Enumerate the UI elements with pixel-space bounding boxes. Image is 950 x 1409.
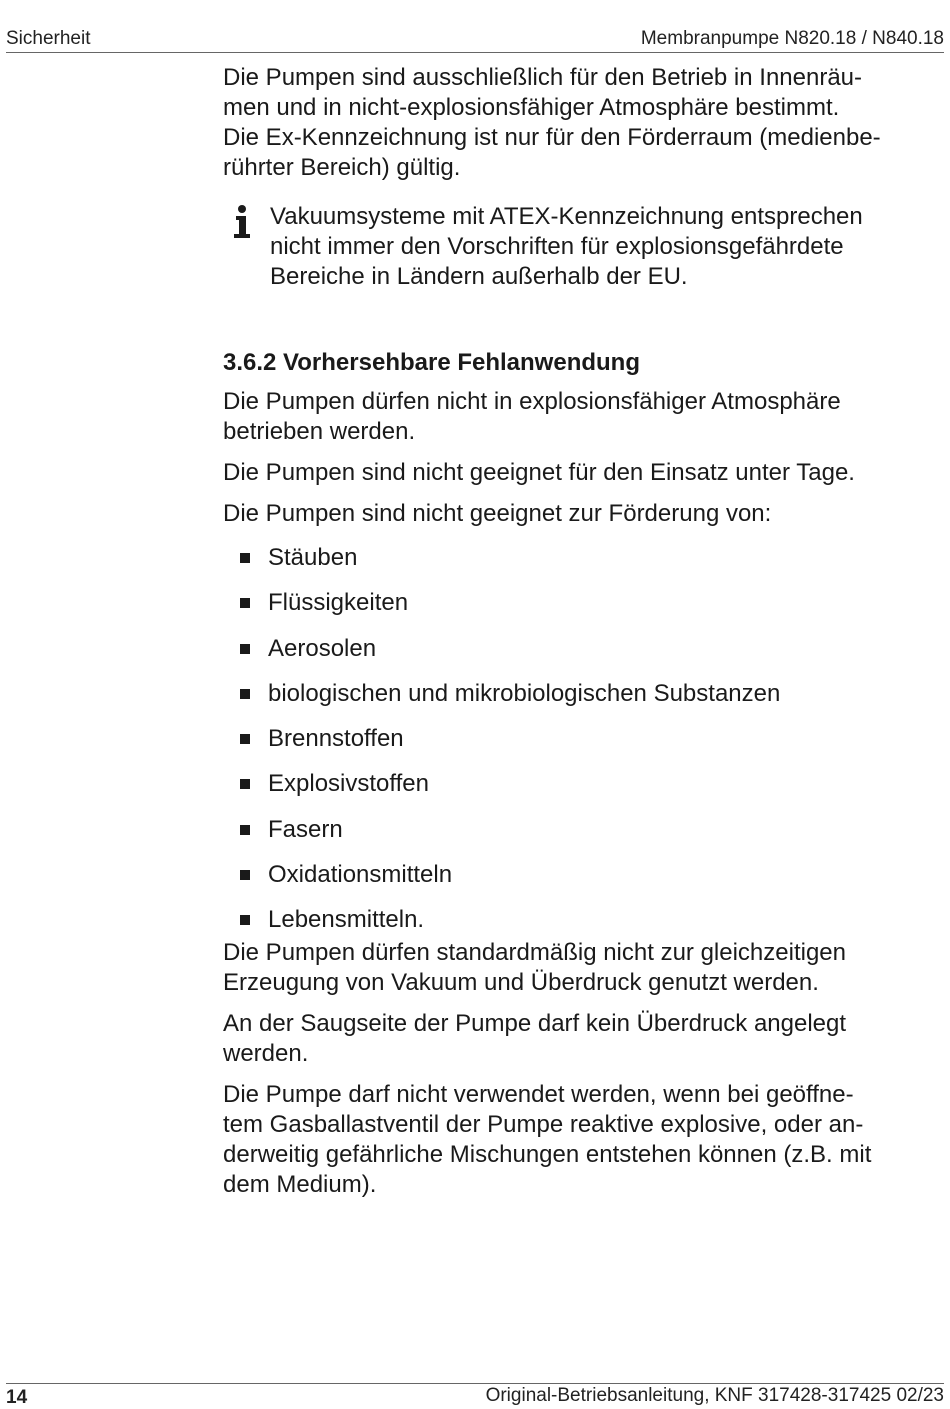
- list-item-text: Aerosolen: [268, 634, 377, 662]
- intro-line: Die Pumpen sind ausschließlich für den Betrieb in Innenräu-: [223, 64, 863, 91]
- paragraph-line: Die Pumpen dürfen nicht in explosionsfähiger Atmosphäre: [223, 388, 841, 415]
- bullet-square-icon: [240, 553, 250, 563]
- list-item-text: Lebensmitteln.: [268, 906, 425, 934]
- note-line: nicht immer den Vorschriften für explosionsgefährdete: [270, 233, 844, 260]
- paragraph-underground: Die Pumpen sind nicht geeignet für den Einsatz unter Tage.: [223, 459, 855, 486]
- bullet-square-icon: [240, 915, 250, 925]
- page-number: 14: [6, 1387, 28, 1408]
- intro-paragraph: [223, 63, 935, 183]
- section-heading: 3.6.2 Vorhersehbare Fehlanwendung: [223, 349, 640, 376]
- intro-line: rührter Bereich) gültig.: [223, 154, 461, 181]
- note-line: Bereiche in Ländern außerhalb der EU.: [270, 263, 688, 290]
- paragraph-line: Erzeugung von Vakuum und Überdruck genutzt werden.: [223, 969, 819, 997]
- list-item-text: Flüssigkeiten: [268, 589, 409, 617]
- document-reference: Original-Betriebsanleitung, KNF 317428-317425 02/23: [485, 1385, 944, 1406]
- paragraph-line: betrieben werden.: [223, 418, 416, 445]
- paragraph-line: derweitig gefährliche Mischungen entstehen können (z.B. mit: [223, 1141, 872, 1169]
- intro-line: men und in nicht-explosionsfähiger Atmosphäre bestimmt.: [223, 94, 840, 121]
- bullet-square-icon: [240, 779, 250, 789]
- list-item: [223, 679, 935, 709]
- list-item-text: Fasern: [268, 815, 343, 843]
- paragraph-suction-side: [223, 1009, 935, 1069]
- page-footer: [6, 1383, 944, 1408]
- list-item-text: biologischen und mikrobiologischen Substanzen: [268, 679, 781, 707]
- list-item: [223, 543, 935, 573]
- paragraph-gas-ballast: [223, 1080, 935, 1200]
- list-item: [223, 588, 935, 618]
- bullet-square-icon: [240, 689, 250, 699]
- list-item: [223, 724, 935, 754]
- paragraph-line: Die Pumpen dürfen standardmäßig nicht zur gleichzeitigen: [223, 939, 847, 967]
- bullet-square-icon: [240, 644, 250, 654]
- header-product-name: Membranpumpe N820.18 / N840.18: [640, 28, 944, 49]
- note-line: Vakuumsysteme mit ATEX-Kennzeichnung entsprechen: [270, 203, 863, 230]
- paragraph-vacuum-overpressure: [223, 938, 935, 998]
- bullet-square-icon: [240, 870, 250, 880]
- paragraph-line: werden.: [223, 1040, 309, 1068]
- paragraph-line: An der Saugseite der Pumpe darf kein Überdruck angelegt: [223, 1010, 847, 1038]
- bullet-square-icon: [240, 598, 250, 608]
- bullet-square-icon: [240, 734, 250, 744]
- list-item: [223, 860, 935, 890]
- info-note: [223, 202, 935, 292]
- list-item: [223, 815, 935, 845]
- list-item: [223, 769, 935, 799]
- page-content: [223, 63, 935, 1211]
- paragraph-line: Die Pumpe darf nicht verwendet werden, wenn bei geöffne-: [223, 1081, 854, 1109]
- list-item-text: Explosivstoffen: [268, 770, 429, 798]
- list-item: [223, 905, 935, 935]
- paragraph-line: tem Gasballastventil der Pumpe reaktive explosive, oder an-: [223, 1111, 864, 1139]
- list-item-text: Oxidationsmitteln: [268, 861, 453, 889]
- list-item-text: Stäuben: [268, 544, 358, 571]
- intro-line: Die Ex-Kennzeichnung ist nur für den Förderraum (medienbe-: [223, 124, 881, 151]
- paragraph-not-suitable: Die Pumpen sind nicht geeignet zur Förderung von:: [223, 500, 772, 527]
- paragraph-line: dem Medium).: [223, 1171, 377, 1199]
- page-header: [6, 26, 944, 53]
- list-item-text: Brennstoffen: [268, 725, 404, 753]
- bullet-square-icon: [240, 825, 250, 835]
- list-item: [223, 634, 935, 664]
- paragraph-explosive-atmosphere: [223, 387, 935, 447]
- info-icon: [233, 205, 251, 239]
- unsuitable-media-list: [223, 543, 935, 935]
- header-section-title: Sicherheit: [6, 28, 91, 49]
